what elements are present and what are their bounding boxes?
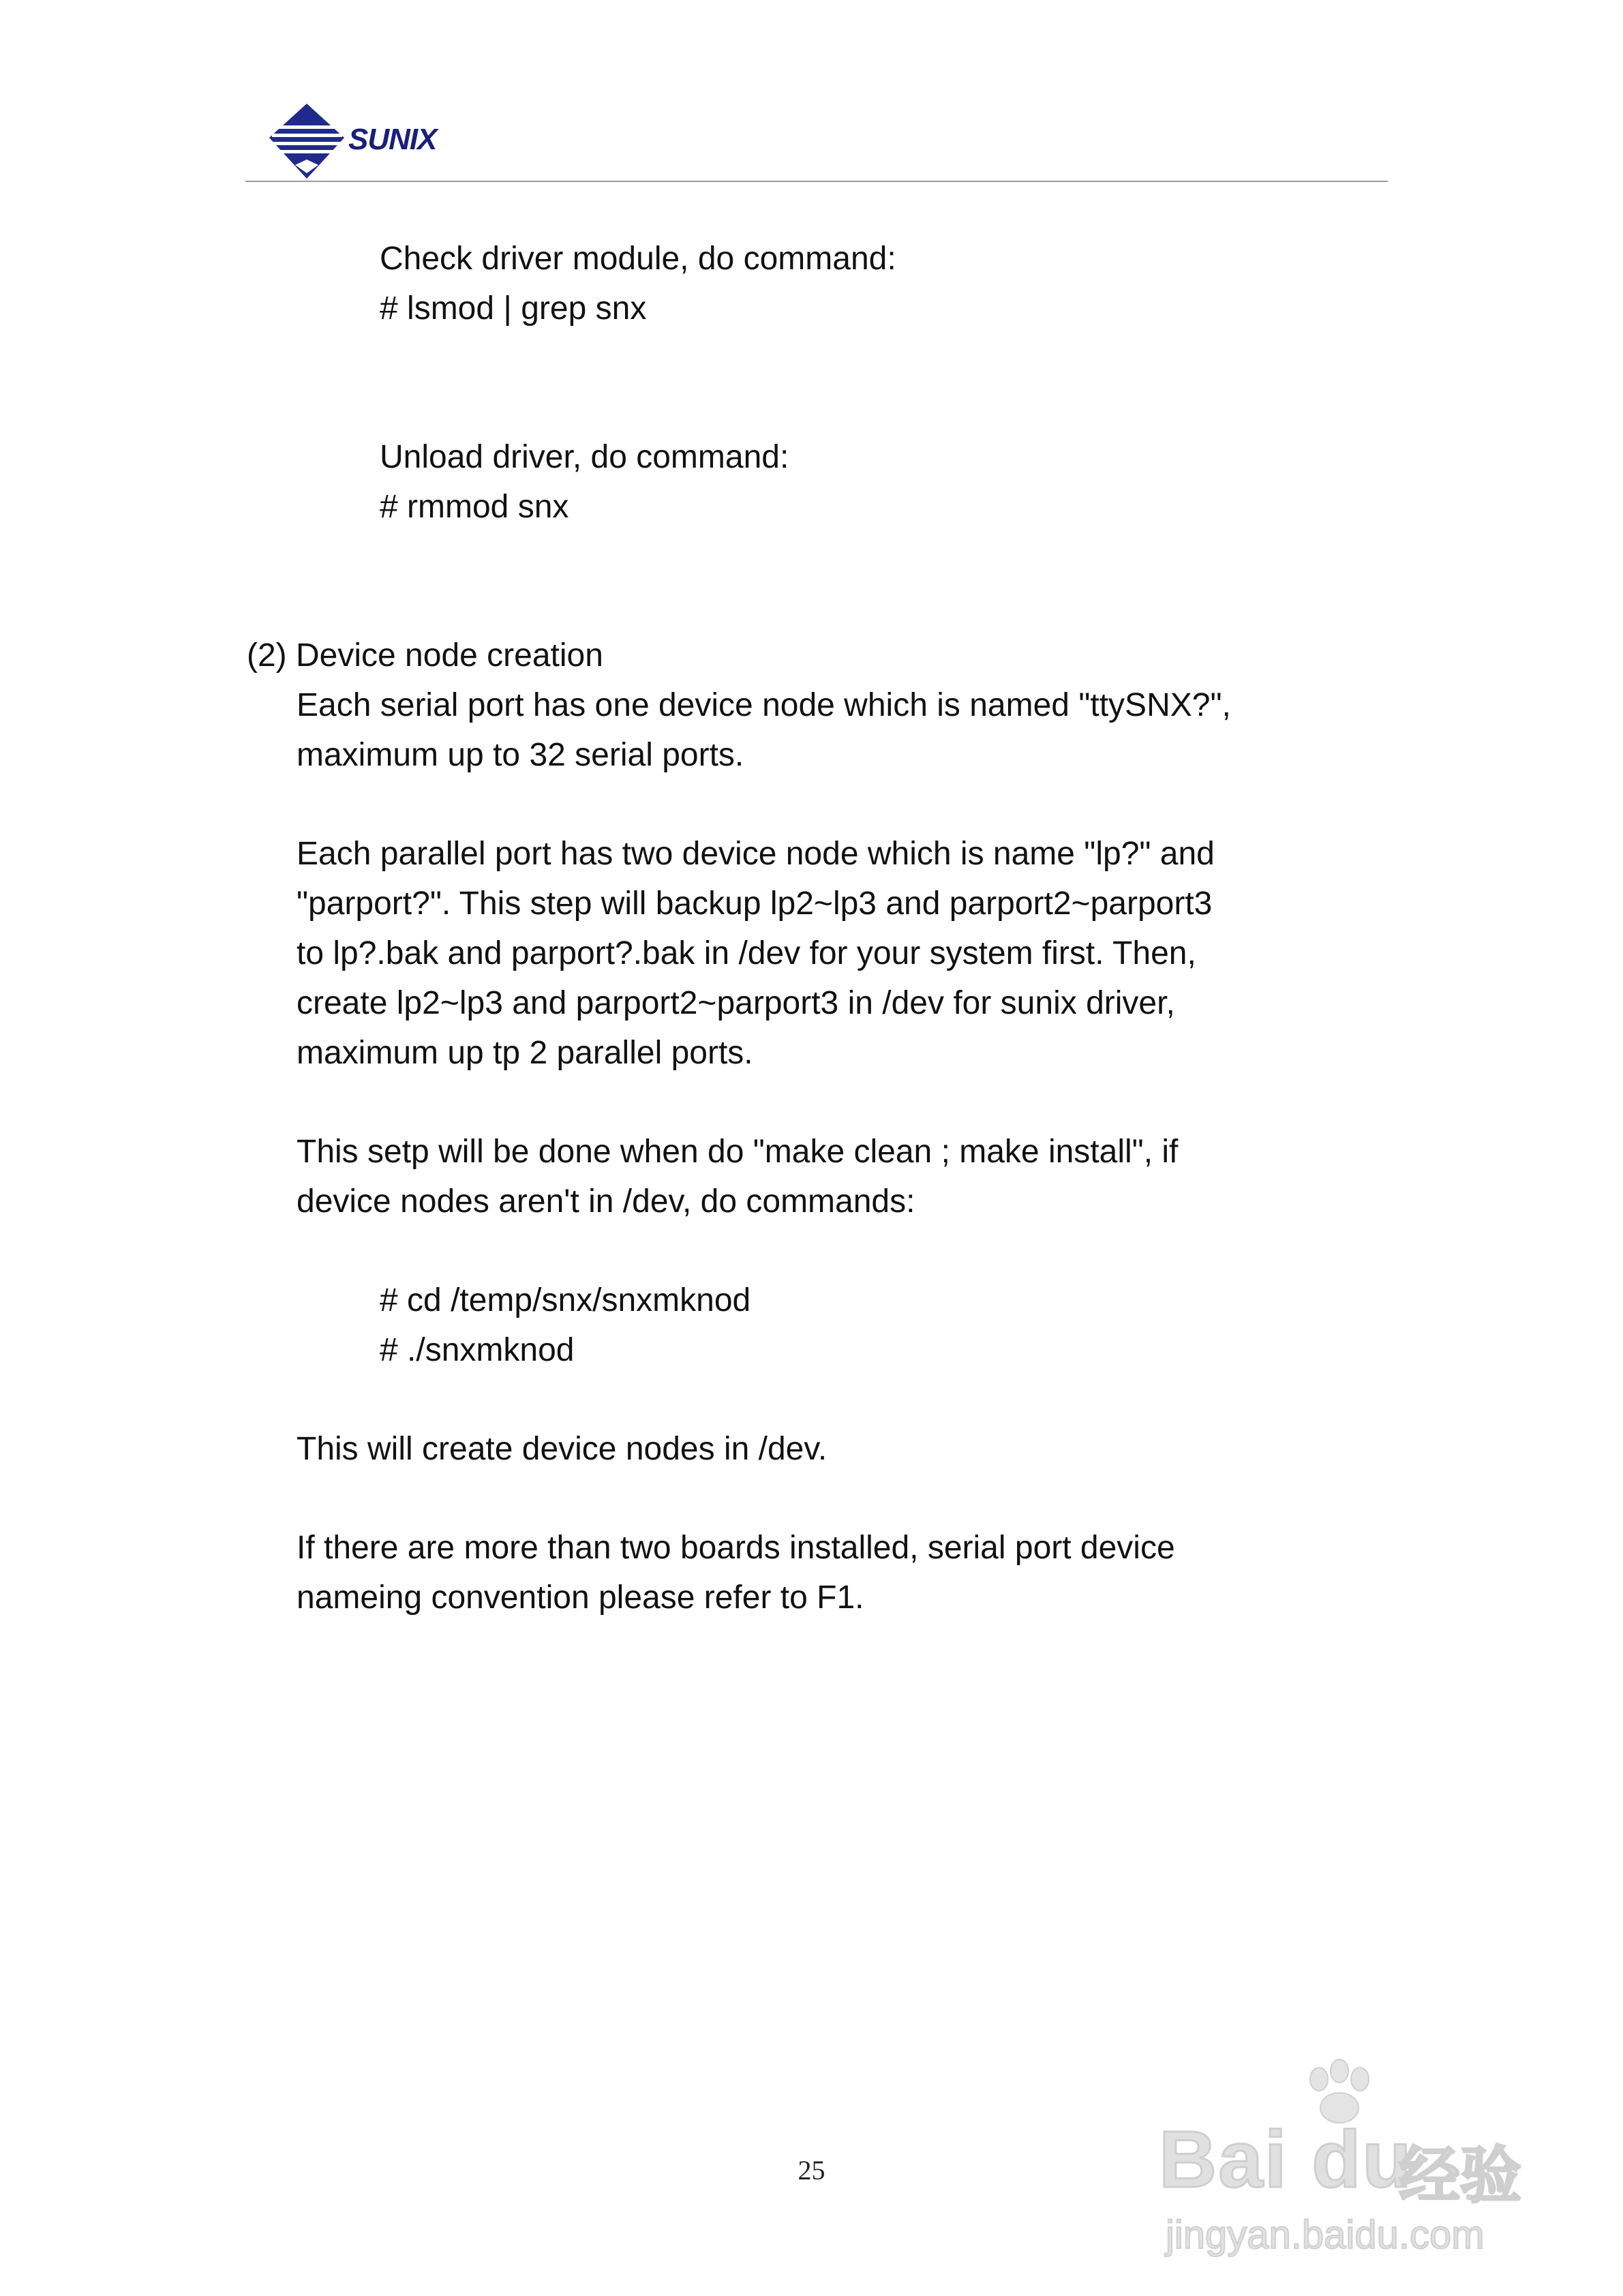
- page-number: 25: [798, 2155, 825, 2186]
- unload-driver-label: Unload driver, do command:: [380, 439, 789, 475]
- mknod-command: # ./snxmknod: [380, 1332, 575, 1368]
- boards-paragraph-line: If there are more than two boards installed, serial port device: [297, 1530, 1175, 1566]
- unload-driver-command: # rmmod snx: [380, 489, 569, 525]
- serial-paragraph-line: Each serial port has one device node which is named "ttySNX?",: [297, 687, 1231, 723]
- watermark-brand: Bai du: [1159, 2115, 1413, 2205]
- check-driver-command: # lsmod | grep snx: [380, 290, 647, 327]
- baidu-watermark: [1159, 2059, 1541, 2263]
- setp-paragraph-line: device nodes aren't in /dev, do commands:: [297, 1183, 915, 1220]
- setp-paragraph-line: This setp will be done when do "make clean ; make install", if: [297, 1134, 1179, 1170]
- serial-paragraph-line: maximum up to 32 serial ports.: [297, 737, 744, 773]
- parallel-paragraph-line: Each parallel port has two device node which is name "lp?" and: [297, 836, 1215, 872]
- parallel-paragraph-line: create lp2~lp3 and parport2~parport3 in /dev for sunix driver,: [297, 985, 1175, 1021]
- create-note: This will create device nodes in /dev.: [297, 1431, 828, 1467]
- check-driver-label: Check driver module, do command:: [380, 241, 896, 277]
- mknod-command: # cd /temp/snx/snxmknod: [380, 1282, 751, 1318]
- parallel-paragraph-line: to lp?.bak and parport?.bak in /dev for your system first. Then,: [297, 935, 1196, 971]
- watermark-cn: 经验: [1399, 2142, 1521, 2210]
- section-heading: (2) Device node creation: [247, 637, 603, 674]
- watermark-url: jingyan.baidu.com: [1166, 2213, 1485, 2257]
- parallel-paragraph-line: "parport?". This step will backup lp2~lp3 and parport2~parport3: [297, 886, 1213, 922]
- header-divider: [245, 181, 1388, 182]
- parallel-paragraph-line: maximum up tp 2 parallel ports.: [297, 1035, 753, 1071]
- logo-text: SUNIX: [348, 123, 437, 156]
- boards-paragraph-line: nameing convention please refer to F1.: [297, 1580, 864, 1616]
- sunix-logo-icon: [268, 102, 346, 181]
- sunix-logo: [268, 102, 459, 184]
